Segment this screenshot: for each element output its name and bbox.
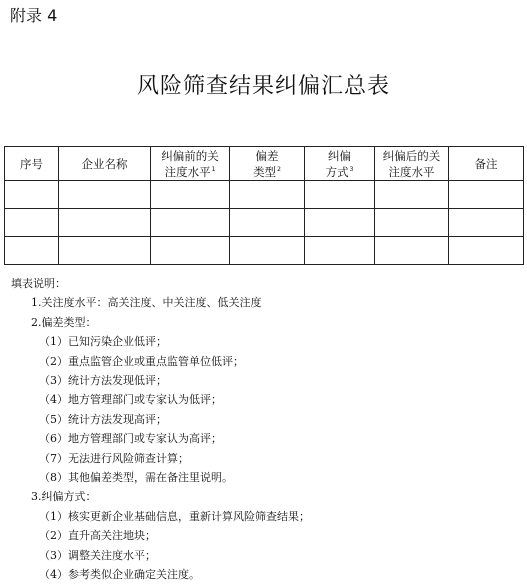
- header-deviation-type-line2: 类型: [253, 164, 277, 179]
- table-cell: [375, 237, 449, 265]
- instruction-item-2: 2.偏差类型：: [31, 315, 97, 329]
- table-cell: [449, 209, 524, 237]
- deviation-type-item: （8）其他偏差类型，需在备注里说明。: [39, 471, 233, 485]
- header-index: [5, 147, 59, 181]
- table-cell: [5, 209, 59, 237]
- header-correction-method-line2-wrap: [305, 164, 374, 180]
- table-cell: [375, 181, 449, 209]
- page-title: 风险筛查结果纠偏汇总表: [136, 74, 390, 99]
- table-cell: [151, 181, 230, 209]
- correction-method-item: （4）参考类似企业确定关注度。: [39, 568, 200, 582]
- table-cell: [305, 209, 375, 237]
- table-header-row: [5, 147, 524, 181]
- table-cell: [305, 181, 375, 209]
- header-index-label: 序号: [20, 156, 43, 171]
- header-company-name-label: 企业名称: [81, 156, 128, 171]
- table-cell: [151, 237, 230, 265]
- deviation-type-item: （4）地方管理部门或专家认为低评；: [39, 393, 222, 407]
- header-post-correction-level: [375, 147, 449, 181]
- header-post-correction-level-line1: 纠偏后的关: [382, 148, 441, 163]
- table-row: [5, 181, 524, 209]
- header-pre-correction-level: [151, 147, 230, 181]
- header-post-correction-level-line2: 注度水平: [388, 164, 435, 179]
- instruction-item-1: 1.关注度水平：高关注度、中关注度、低关注度: [31, 296, 262, 310]
- correction-method-item: （2）直升高关注地块；: [39, 529, 156, 543]
- correction-method-item: （3）调整关注度水平；: [39, 548, 156, 562]
- header-remarks-label: 备注: [474, 156, 498, 171]
- table-cell: [230, 181, 305, 209]
- header-company-name: [59, 147, 151, 181]
- deviation-type-item: （1）已知污染企业低评；: [39, 335, 167, 349]
- header-correction-method: [305, 147, 375, 181]
- header-deviation-type-line1: 偏差: [255, 148, 279, 163]
- table-cell: [151, 209, 230, 237]
- table-cell: [59, 237, 151, 265]
- deviation-type-item: （2）重点监管企业或重点监管单位低评；: [39, 354, 244, 368]
- correction-method-item: （1）核实更新企业基础信息，重新计算风险筛查结果；: [39, 509, 310, 523]
- table-row: [5, 209, 524, 237]
- table-cell: [375, 209, 449, 237]
- appendix-label: 附录 4: [10, 6, 58, 25]
- header-pre-correction-level-line1: 纠偏前的关: [161, 148, 219, 163]
- table-cell: [305, 237, 375, 265]
- header-pre-correction-level-line2-wrap: [151, 164, 229, 180]
- header-deviation-type-line2-wrap: [230, 164, 304, 180]
- footnote-mark-1: 1: [211, 165, 216, 173]
- table-cell: [59, 181, 151, 209]
- instructions-heading: 填表说明：: [11, 277, 66, 290]
- deviation-type-item: （5）统计方法发现高评；: [39, 412, 167, 426]
- table-cell: [230, 209, 305, 237]
- table-cell: [449, 237, 524, 265]
- table-cell: [5, 181, 59, 209]
- footnote-mark-2: 2: [277, 165, 281, 173]
- header-correction-method-line1: 纠偏: [328, 148, 351, 163]
- table-row: [5, 237, 524, 265]
- table-cell: [5, 237, 59, 265]
- footnote-mark-3: 3: [349, 165, 354, 173]
- header-remarks: [449, 147, 524, 181]
- table-cell: [449, 181, 524, 209]
- header-pre-correction-level-line2: 注度水平: [164, 164, 211, 179]
- deviation-type-item: （7）无法进行风险筛查计算；: [39, 451, 189, 465]
- table-cell: [230, 237, 305, 265]
- header-deviation-type: [230, 147, 305, 181]
- deviation-type-item: （6）地方管理部门或专家认为高评；: [39, 432, 222, 446]
- instruction-item-3: 3.纠偏方式：: [31, 490, 97, 504]
- filling-instructions: [11, 274, 521, 585]
- header-correction-method-line2: 方式: [325, 164, 349, 179]
- table-cell: [59, 209, 151, 237]
- deviation-type-item: （3）统计方法发现低评；: [39, 374, 167, 388]
- summary-table: [4, 146, 524, 265]
